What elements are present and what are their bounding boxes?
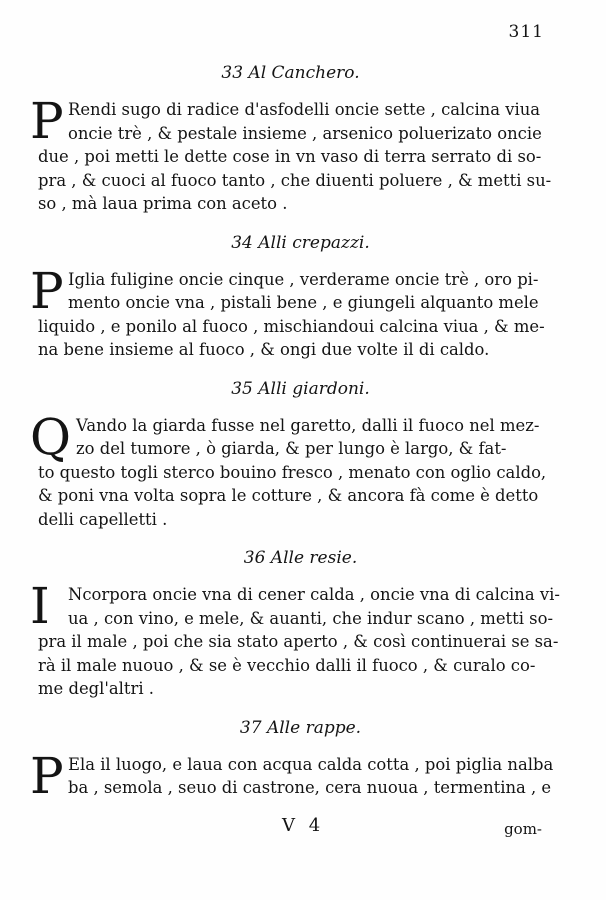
text-line: rà il male nuouo , & se è vecchio dalli il fuoco , & curalo co- bbox=[38, 655, 536, 675]
text-line: me degl'altri . bbox=[38, 679, 154, 698]
signature-mark: V 4 bbox=[282, 815, 325, 836]
recipe-heading: 36 Alle resie. bbox=[243, 548, 358, 568]
catchword: gom- bbox=[504, 820, 542, 838]
recipe-paragraph bbox=[30, 261, 563, 362]
text-line: pra , & cuoci al fuoco tanto , che diuenti poluere , & metti su- bbox=[38, 170, 552, 190]
text-line: na bene insieme al fuoco , & ongi due volte il di caldo. bbox=[38, 340, 490, 359]
recipe-paragraph bbox=[30, 92, 563, 216]
text-line: ua , con vino, e mele, & auanti, che indur scano , metti so- bbox=[68, 608, 553, 628]
text-line: Rendi sugo di radice d'asfodelli oncie sette , calcina viua bbox=[68, 100, 541, 119]
recipe-heading: 34 Alli crepazzi. bbox=[231, 232, 370, 253]
drop-cap: P bbox=[30, 746, 64, 805]
text-line: Vando la giarda fusse nel garetto, dalli il fuoco nel mez- bbox=[76, 415, 540, 435]
text-line: delli capelletti . bbox=[38, 509, 168, 529]
text-line: & poni vna volta sopra le cotture , & ancora fà come è detto bbox=[38, 486, 539, 505]
text-line: to questo togli sterco bouino fresco , menato con oglio caldo, bbox=[38, 462, 547, 482]
text-line: pra il male , poi che sia stato aperto , & così continuerai se sa- bbox=[38, 632, 559, 651]
drop-cap: P bbox=[30, 261, 64, 320]
text-line: liquido , e ponilo al fuoco , mischiandoui calcina viua , & me- bbox=[38, 316, 545, 336]
recipe-heading: 35 Alli giardoni. bbox=[231, 378, 370, 399]
drop-cap: P bbox=[30, 92, 64, 150]
text-line: ba , semola , seuo di castrone, cera nuoua , termentina , e bbox=[68, 778, 552, 797]
text-line: due , poi metti le dette cose in vn vaso di terra serrato di so- bbox=[38, 147, 542, 166]
text-line: oncie trè , & pestale insieme , arsenico poluerizato oncie bbox=[68, 123, 542, 143]
recipe-heading: 37 Alle rappe. bbox=[239, 717, 362, 738]
text-line: so , mà laua prima con aceto . bbox=[38, 194, 288, 213]
text-line: mento oncie vna , pistali bene , e giungeli alquanto mele bbox=[68, 293, 539, 312]
text-line: Iglia fuligine oncie cinque , verderame oncie trè , oro pi- bbox=[68, 269, 539, 289]
drop-cap: I bbox=[30, 577, 50, 635]
text-line: zo del tumore , ò giarda, & per lungo è largo, & fat- bbox=[76, 439, 507, 458]
recipe-paragraph bbox=[30, 407, 563, 532]
page-number: 311 bbox=[508, 22, 544, 42]
drop-cap: Q bbox=[30, 407, 71, 466]
text-block bbox=[30, 62, 563, 816]
text-line: Ncorpora oncie vna di cener calda , oncie vna di calcina vi- bbox=[68, 585, 560, 604]
recipe-heading: 33 Al Canchero. bbox=[221, 63, 360, 83]
recipe-paragraph bbox=[30, 746, 563, 805]
recipe-paragraph bbox=[30, 577, 563, 701]
text-line: Ela il luogo, e laua con acqua calda cotta , poi piglia nalba bbox=[68, 754, 554, 774]
